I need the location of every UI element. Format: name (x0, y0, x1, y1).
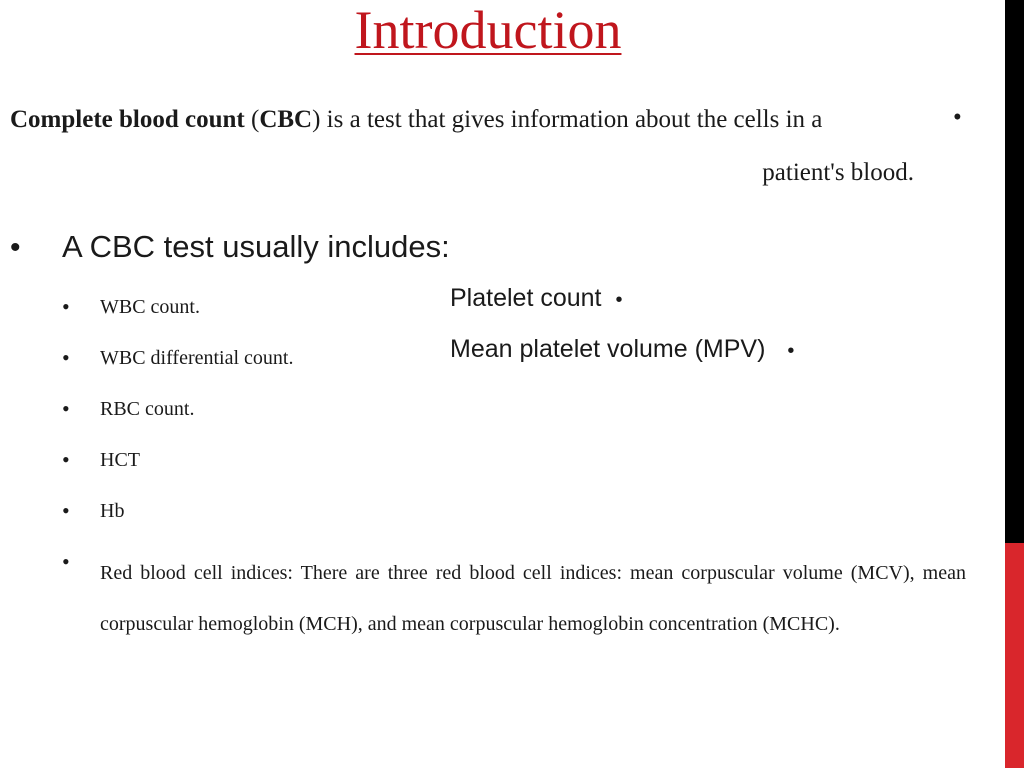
list-item-mpv (450, 334, 794, 366)
intro-bullet: • (953, 104, 962, 131)
list-item-bullet: • (615, 289, 623, 311)
list-item-bullet: • (62, 447, 70, 472)
side-bar-dark-strip (1005, 0, 1024, 543)
list-item-wbc-differential: WBC differential count. (100, 347, 294, 369)
intro-text-line-1: ) is a test that gives information about the cells in a (312, 106, 823, 133)
list-item-platelet-count (450, 283, 623, 315)
intro-abbreviation: CBC (259, 106, 313, 133)
list-item-bullet: • (62, 498, 70, 523)
intro-paragraph-line-1 (10, 104, 822, 136)
list-item-rbc-count: RBC count. (100, 398, 195, 420)
list-item-bullet: • (62, 396, 70, 421)
slide-title: Introduction (354, 0, 622, 60)
list-item-bullet: • (787, 340, 795, 362)
list-item-bullet: • (62, 345, 70, 370)
section-bullet: • (10, 231, 21, 264)
mpv-text: Mean platelet volume (MPV) (450, 335, 766, 363)
list-item-hb: Hb (100, 500, 125, 522)
section-heading: A CBC test usually includes: (62, 229, 450, 264)
platelet-count-text: Platelet count (450, 284, 602, 312)
intro-open-paren: ( (244, 106, 260, 133)
list-item-bullet: • (62, 294, 70, 319)
list-item-wbc-count: WBC count. (100, 296, 200, 318)
list-item-rbc-indices: Red blood cell indices: There are three red blood cell indices: mean corpuscular volume (MCV), mean corpuscular hemoglobin (MCH), and mean corpuscular hemoglobin concentration (MCHC). (100, 562, 966, 635)
intro-text-line-2: patient's blood. (762, 159, 914, 186)
intro-term: Complete blood count (10, 106, 245, 133)
side-bar-red-strip (1005, 543, 1024, 768)
list-item-bullet: • (62, 549, 70, 574)
list-item-hct: HCT (100, 449, 140, 471)
